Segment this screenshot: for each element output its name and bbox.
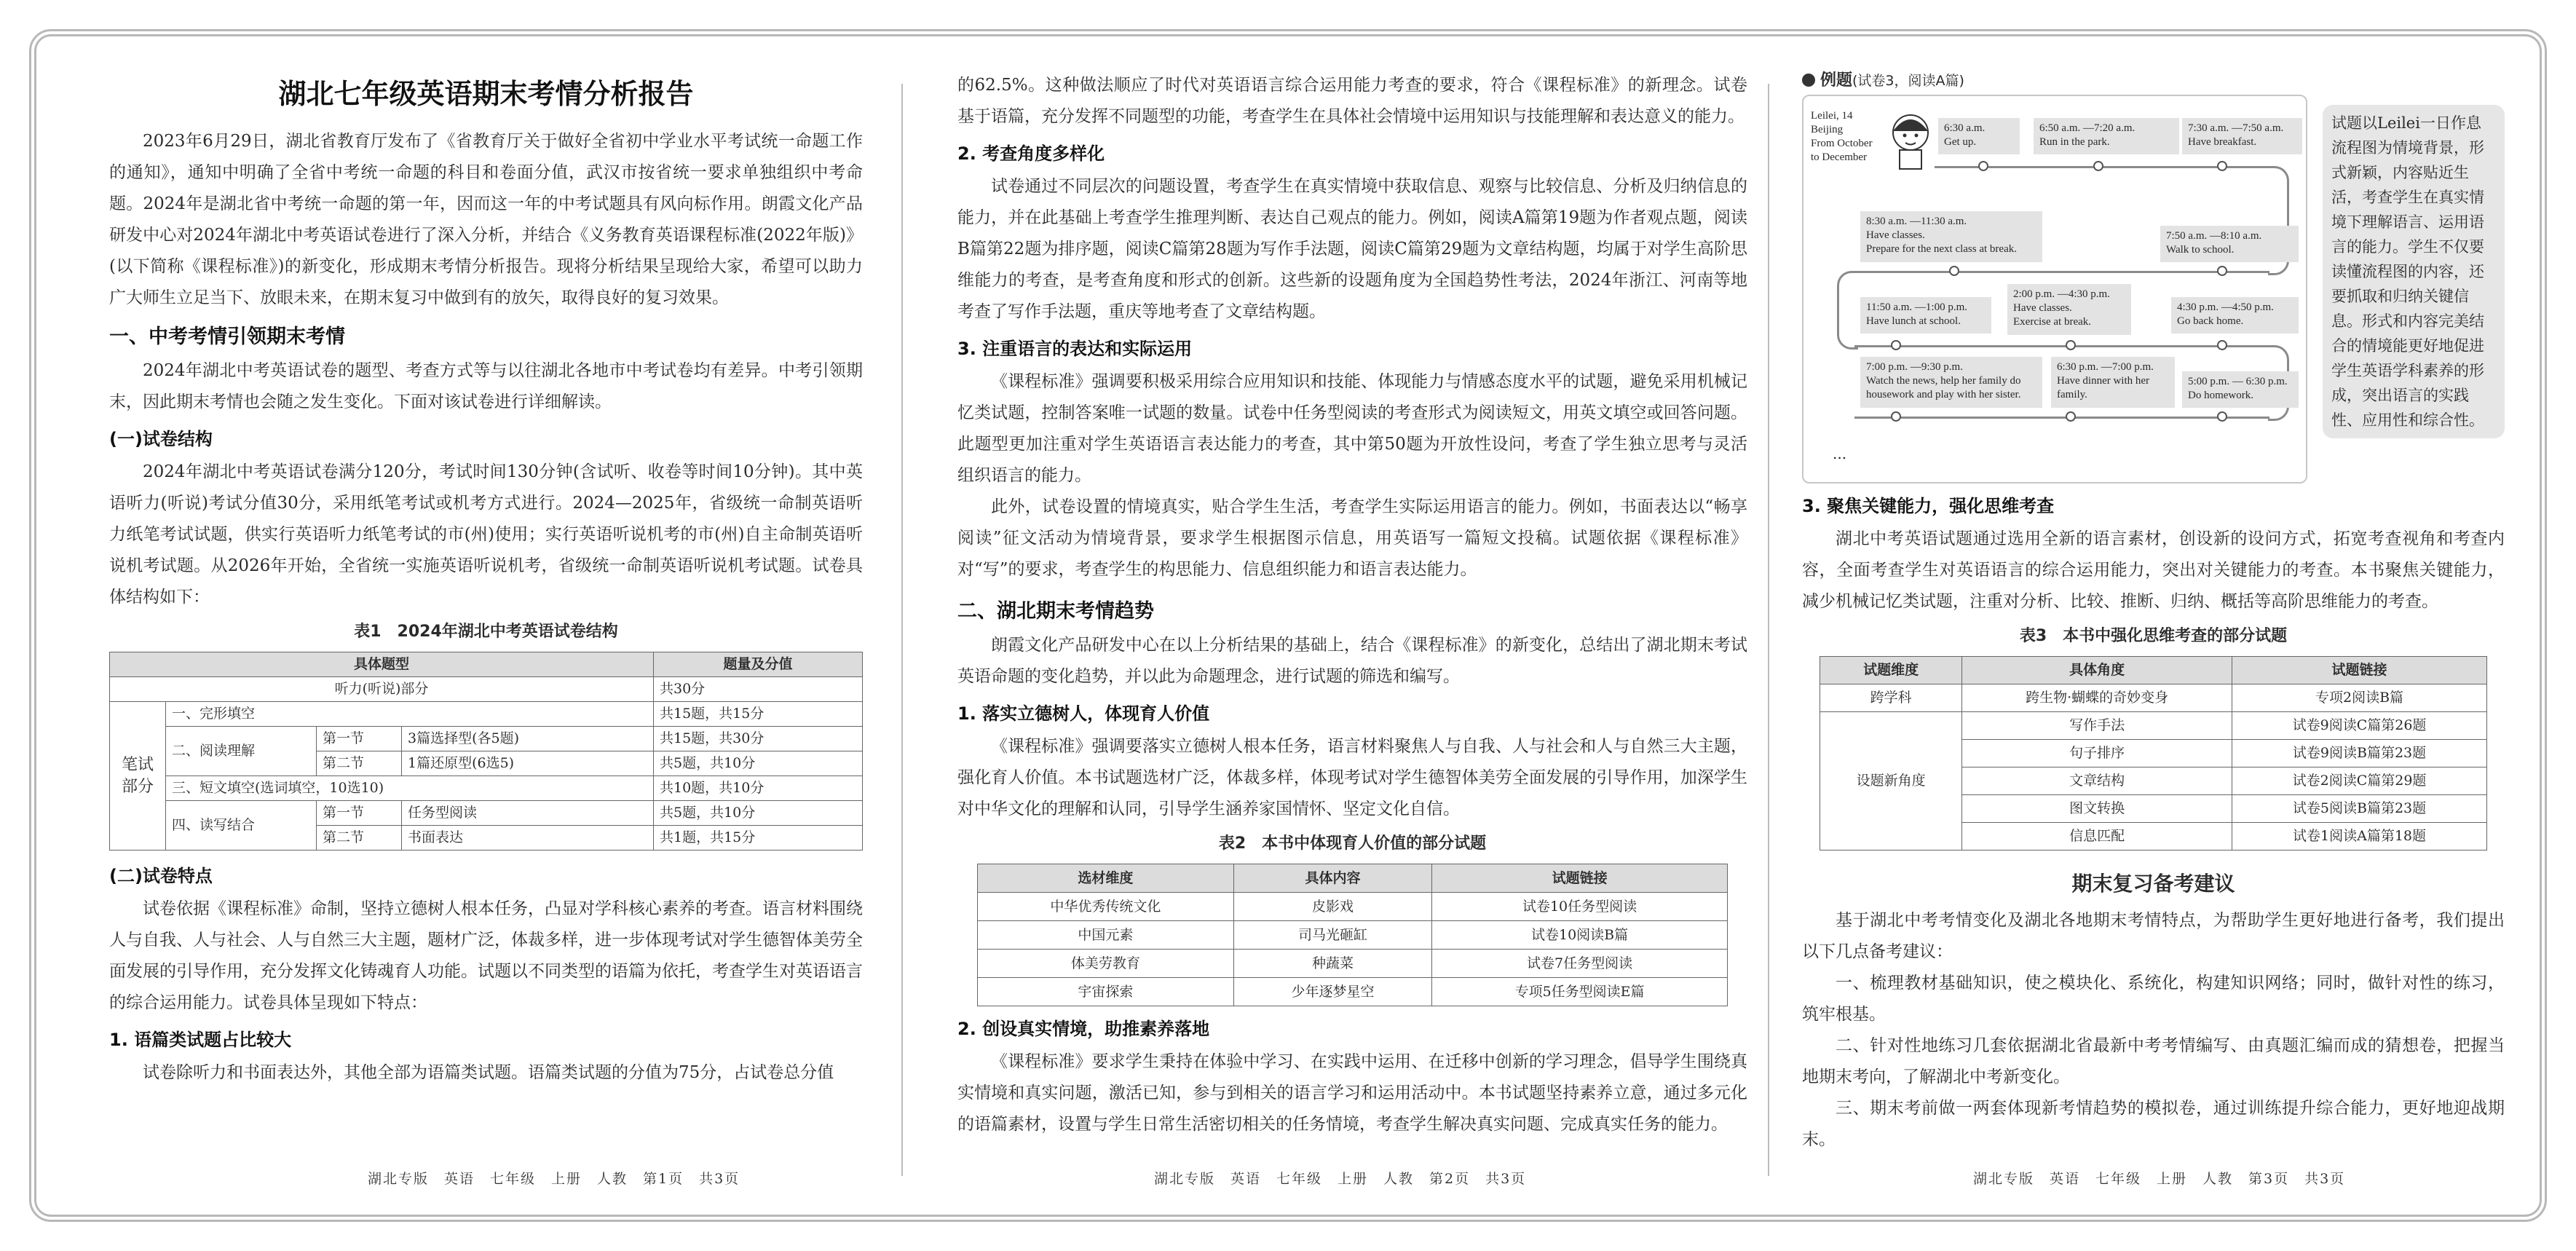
- table-row: [1820, 712, 2487, 740]
- table-cell: 共30分: [654, 677, 863, 702]
- table-cell: 试卷2阅读C篇第29题: [2232, 767, 2487, 795]
- example-source: (试卷3，阅读A篇): [1852, 73, 1964, 89]
- table-cell: 种蔬菜: [1233, 950, 1432, 978]
- subsection-heading: 3. 注重语言的表达和实际运用: [957, 339, 1193, 359]
- exam-structure-table: [109, 652, 863, 851]
- pin-icon: [1802, 74, 1815, 87]
- subsection-heading: 2. 创设真实情境，助推素养落地: [957, 1019, 1210, 1039]
- table-cell: 三、短文填空(选词填空，10选10): [166, 776, 654, 801]
- page-1: [109, 73, 863, 1164]
- subsection-heading: (一)试卷结构: [109, 429, 213, 449]
- advice-item: 三、期末考前做一两套体现新考情趋势的模拟卷，通过训练提升综合能力，更好地迎战期末。: [1802, 1099, 2505, 1149]
- table-cell: 共15题，共30分: [654, 727, 863, 751]
- flow-curve: [1837, 271, 1858, 350]
- table-cell: 书面表达: [402, 826, 654, 851]
- schedule-activity: Have classes.: [2013, 302, 2072, 314]
- table-cell: 宇宙探索: [978, 978, 1234, 1006]
- table-cell: 试卷9阅读C篇第26题: [2232, 712, 2487, 740]
- paragraph: 试卷通过不同层次的问题设置，考查学生在真实情境中获取信息、观察与比较信息、分析及归纳信息的能力，并在此基础上考查学生推理判断、表达自己观点的能力。例如，阅读A篇第19题为作者观点题，阅读B篇第22题为排序题，阅读C篇第28题为写作手法题，阅读C篇第29题为文章结构题，均属于对学生高阶思维能力的考查，是考查角度和形式的创新。这些新的设题角度为全国趋势性考法，2024年浙江、河南等地考查了写作手法题，重庆等地考查了文章结构题。: [957, 177, 1747, 321]
- example-block: [1802, 70, 2505, 485]
- table-cell: 跨生物·蝴蝶的奇妙变身: [1962, 684, 2232, 712]
- schedule-activity: Prepare for the next class at break.: [1866, 243, 2017, 255]
- paragraph: 朗霞文化产品研发中心在以上分析结果的基础上，结合《课程标准》的新变化，总结出了湖北期末考试英语命题的变化趋势，并以此为命题理念，进行试题的筛选和编写。: [957, 636, 1747, 686]
- flow-line: [1854, 417, 2269, 419]
- flow-dot: [1949, 266, 1959, 276]
- leilei-name: Leilei, 14: [1811, 110, 1853, 122]
- schedule-box: [2007, 284, 2131, 335]
- page-footer: 湖北专版 英语 七年级 上册 人教 第3页 共3页: [1973, 1171, 2346, 1187]
- advice-item: 一、梳理教材基础知识，使之模块化、系统化，构建知识网络；同时，做针对性的练习，筑牢根基。: [1802, 974, 2505, 1024]
- table-row: [978, 950, 1728, 978]
- flow-line: [1854, 345, 2269, 347]
- education-value-table: [977, 864, 1728, 1006]
- schedule-box: [2034, 118, 2179, 154]
- table-cell: 体美劳教育: [978, 950, 1234, 978]
- schedule-time: 5:00 p.m. — 6:30 p.m.: [2188, 376, 2288, 387]
- table-header: 试题链接: [2232, 657, 2487, 684]
- schedule-activity: Have breakfast.: [2188, 136, 2257, 148]
- leilei-info: [1811, 109, 1873, 165]
- table-header: 具体题型: [110, 652, 654, 677]
- table-cell: 文章结构: [1962, 767, 2232, 795]
- schedule-activity: housework and play with her sister.: [1866, 389, 2021, 400]
- example-commentary: 试题以Leilei一日作息流程图为情境背景，形式新颖，内容贴近生活，考查学生在真实情境下理解语言、运用语言的能力。学生不仅要读懂流程图的内容，还要抓取和归纳关键信息。形式和内容完美结合的情境能更好地促进学生英语学科素养的形成，突出语言的实践性、应用性和综合性。: [2323, 105, 2505, 438]
- table-cell: 中华优秀传统文化: [978, 893, 1234, 921]
- paragraph: 《课程标准》强调要积极采用综合应用知识和技能、体现能力与情感态度水平的试题，避免采用机械记忆类试题，控制答案唯一试题的数量。试卷中任务型阅读的考查形式为阅读短文，用英文填空或回答问题。此题型更加注重对学生英语语言表达能力的考查，其中第50题为开放性设问，考查了学生独立思考与灵活组织语言的能力。: [957, 372, 1747, 485]
- example-heading: [1802, 70, 1964, 92]
- table-cell: 图文转换: [1962, 795, 2232, 823]
- page-2: [957, 70, 1747, 1164]
- table-cell: 皮影戏: [1233, 893, 1432, 921]
- leilei-period: to December: [1811, 151, 1868, 163]
- paragraph: 2024年湖北中考英语试卷满分120分，考试时间130分钟(含试听、收卷等时间10分钟)。其中英语听力(听说)考试分值30分，采用纸笔考试或机考方式进行。2024—2025年，省级统一命制英语听力纸笔考试试题，供实行英语听力纸笔考试的市(州)使用；实行英语听说机考的市(州)自主命制英语听说机考试题。从2026年开始，全省统一实施英语听说机考，省级统一命制英语听说机考试题。试卷具体结构如下：: [109, 462, 863, 607]
- schedule-activity: Do homework.: [2188, 390, 2253, 401]
- paragraph: 2024年湖北中考英语试卷的题型、考查方式等与以往湖北各地市中考试卷均有差异。中考引领期末，因此期末考情也会随之发生变化。下面对该试卷进行详细解读。: [109, 361, 863, 411]
- table-cell: 中国元素: [978, 921, 1234, 950]
- schedule-activity: Run in the park.: [2039, 136, 2110, 148]
- example-label: 例题: [1820, 71, 1853, 90]
- paragraph: 《课程标准》强调要落实立德树人根本任务，语言材料聚焦人与自我、人与社会和人与自然三大主题，强化育人价值。本书试题选材广泛，体裁多样，体现考试对学生德智体美劳全面发展的引导作用，加深学生对中华文化的理解和认同，引导学生涵养家国情怀、坚定文化自信。: [957, 737, 1747, 818]
- leilei-city: Beijing: [1811, 124, 1844, 135]
- schedule-box: [1860, 297, 1991, 334]
- subsection-heading: 3. 聚焦关键能力，强化思维考查: [1802, 496, 2055, 516]
- table-header: 题量及分值: [654, 652, 863, 677]
- flow-dot: [2217, 161, 2227, 171]
- table-cell: 试卷9阅读B篇第23题: [2232, 740, 2487, 767]
- flow-dot: [2217, 266, 2227, 276]
- table-cell: 试卷7任务型阅读: [1432, 950, 1728, 978]
- schedule-time: 7:00 p.m. —9:30 p.m.: [1866, 361, 1963, 373]
- ellipsis: ...: [1833, 445, 1847, 462]
- schedule-activity: Have lunch at school.: [1866, 315, 1961, 327]
- flow-dot: [2217, 340, 2227, 350]
- flow-dot: [2093, 161, 2103, 171]
- table-cell: 试卷5阅读B篇第23题: [2232, 795, 2487, 823]
- table-cell: 听力(听说)部分: [110, 677, 654, 702]
- schedule-activity: Walk to school.: [2166, 244, 2235, 256]
- schedule-time: 6:30 p.m. —7:00 p.m.: [2057, 361, 2154, 373]
- schedule-activity: Go back home.: [2177, 315, 2244, 327]
- advice-heading: 期末复习备考建议: [2071, 872, 2235, 896]
- section-heading: 一、中考考情引领期末考情: [109, 325, 345, 348]
- flow-dot: [2066, 340, 2076, 350]
- report-title: 湖北七年级英语期末考情分析报告: [278, 78, 694, 110]
- flow-line: [1854, 271, 2269, 273]
- table-cell: 试卷10任务型阅读: [1432, 893, 1728, 921]
- flow-dot: [1891, 411, 1901, 422]
- table-cell: 一、完形填空: [166, 702, 654, 727]
- table-cell: 试卷10阅读B篇: [1432, 921, 1728, 950]
- schedule-flowchart: [1802, 95, 2307, 484]
- schedule-activity: Get up.: [1944, 136, 1977, 148]
- column-divider: [1768, 84, 1769, 1176]
- schedule-time: 4:30 p.m. —4:50 p.m.: [2177, 301, 2274, 313]
- table-cell: 共15题，共15分: [654, 702, 863, 727]
- page-3: [1802, 70, 2505, 1164]
- table-row: [978, 921, 1728, 950]
- table-header: 试题维度: [1820, 657, 1962, 684]
- table-caption: 表3 本书中强化思维考查的部分试题: [2019, 627, 2288, 645]
- table-cell: 二、阅读理解: [166, 727, 317, 776]
- table-cell: 第一节: [317, 727, 402, 751]
- table-cell: 少年逐梦星空: [1233, 978, 1432, 1006]
- schedule-box: [1860, 357, 2042, 408]
- table-cell: 笔试部分: [110, 702, 166, 851]
- flow-dot: [2217, 411, 2227, 422]
- table-cell: 专项2阅读B篇: [2232, 684, 2487, 712]
- table-cell: 共5题，共10分: [654, 801, 863, 826]
- schedule-box: [2171, 297, 2299, 334]
- table-caption: 表2 本书中体现育人价值的部分试题: [1218, 834, 1487, 853]
- schedule-activity: family.: [2057, 389, 2087, 400]
- table-cell: 1篇还原型(6选5): [402, 751, 654, 776]
- subsection-heading: (二)试卷特点: [109, 866, 213, 886]
- table-header: 具体内容: [1233, 864, 1432, 893]
- schedule-activity: Have classes.: [1866, 229, 1925, 241]
- table-cell: 设题新角度: [1820, 712, 1962, 851]
- schedule-box: [2160, 226, 2299, 262]
- schedule-box: [2182, 118, 2302, 154]
- table-header: 选材维度: [978, 864, 1234, 893]
- table-cell: 第一节: [317, 801, 402, 826]
- section-heading: 二、湖北期末考情趋势: [957, 600, 1154, 623]
- schedule-activity: Watch the news, help her family do: [1866, 375, 2021, 387]
- schedule-box: [2051, 357, 2175, 408]
- table-row: [1820, 684, 2487, 712]
- schedule-time: 7:50 a.m. —8:10 a.m.: [2166, 230, 2262, 242]
- table-cell: 写作手法: [1962, 712, 2232, 740]
- paragraph: 的62.5%。这种做法顺应了时代对英语语言综合运用能力考查的要求，符合《课程标准》的新理念。试卷基于语篇，充分发挥不同题型的功能，考查学生在具体社会情境中运用知识与技能理解和表达意义的能力。: [957, 76, 1747, 126]
- table-cell: 试卷1阅读A篇第18题: [2232, 823, 2487, 851]
- schedule-time: 2:00 p.m. —4:30 p.m.: [2013, 288, 2110, 300]
- paragraph: 此外，试卷设置的情境真实，贴合学生生活，考查学生实际运用语言的能力。例如，书面表达以“畅享阅读”征文活动为情境背景，要求学生根据图示信息，用英语写一篇短文投稿。试题依据《课程标准》对“写”的要求，考查学生的构思能力、信息组织能力和语言表达能力。: [957, 497, 1747, 579]
- paragraph: 试卷依据《课程标准》命制，坚持立德树人根本任务，凸显对学科核心素养的考查。语言材料围绕人与自我、人与社会、人与自然三大主题，题材广泛，体裁多样，进一步体现考试对学生德智体美劳全面发展的引导作用，充分发挥文化铸魂育人功能。试题以不同类型的语篇为依托，考查学生对英语语言的综合运用能力。试卷具体呈现如下特点：: [109, 899, 863, 1012]
- subsection-heading: 2. 考查角度多样化: [957, 143, 1105, 164]
- table-cell: 第二节: [317, 751, 402, 776]
- table-cell: 共5题，共10分: [654, 751, 863, 776]
- schedule-box: [1938, 118, 2020, 154]
- table-cell: 信息匹配: [1962, 823, 2232, 851]
- schedule-activity: Exercise at break.: [2013, 316, 2092, 328]
- page-footer: 湖北专版 英语 七年级 上册 人教 第2页 共3页: [1154, 1171, 1527, 1187]
- paragraph: 湖北中考英语试题通过选用全新的语言素材，创设新的设问方式，拓宽考查视角和考查内容，全面考查学生对英语语言的综合运用能力，突出对关键能力的考查。本书聚焦关键能力，减少机械记忆类试题，注重对分析、比较、推断、归纳、概括等高阶思维能力的考查。: [1802, 529, 2505, 611]
- thinking-skills-table: [1820, 656, 2487, 851]
- subsection-heading: 1. 语篇类试题占比较大: [109, 1030, 292, 1050]
- schedule-time: 8:30 a.m. —11:30 a.m.: [1866, 216, 1967, 227]
- advice-item: 二、针对性地练习几套依据湖北省最新中考考情编写、由真题汇编而成的猜想卷，把握当地期末考向，了解湖北中考新变化。: [1802, 1036, 2505, 1086]
- schedule-time: 6:50 a.m. —7:20 a.m.: [2039, 122, 2136, 134]
- schedule-time: 7:30 a.m. —7:50 a.m.: [2188, 122, 2284, 134]
- table-cell: 任务型阅读: [402, 801, 654, 826]
- table-row: [978, 893, 1728, 921]
- table-cell: 共10题，共10分: [654, 776, 863, 801]
- schedule-time: 6:30 a.m.: [1944, 122, 1986, 134]
- flow-dot: [1891, 340, 1901, 350]
- schedule-time: 11:50 a.m. —1:00 p.m.: [1866, 301, 1968, 313]
- table-cell: 司马光砸缸: [1233, 921, 1432, 950]
- page-footer: 湖北专版 英语 七年级 上册 人教 第1页 共3页: [368, 1171, 740, 1187]
- table-cell: 跨学科: [1820, 684, 1962, 712]
- column-divider: [901, 84, 903, 1176]
- table-cell: 第二节: [317, 826, 402, 851]
- table-header: 具体角度: [1962, 657, 2232, 684]
- table-header: 试题链接: [1432, 864, 1728, 893]
- paragraph: 试卷除听力和书面表达外，其他全部为语篇类试题。语篇类试题的分值为75分，占试卷总分值: [143, 1063, 834, 1082]
- table-cell: 3篇选择型(各5题): [402, 727, 654, 751]
- paragraph: 《课程标准》要求学生秉持在体验中学习、在实践中运用、在迁移中创新的学习理念，倡导学生围绕真实情境和真实问题，激活已知，参与到相关的语言学习和运用活动中。本书试题坚持素养立意，通过多元化的语篇素材，设置与学生日常生活密切相关的任务情境，考查学生解决真实问题、完成真实任务的能力。: [957, 1052, 1747, 1134]
- intro-paragraph: 2023年6月29日，湖北省教育厅发布了《省教育厅关于做好全省初中学业水平考试统一命题工作的通知》，通知中明确了全省中考统一命题的科目和卷面分值，武汉市按省统一要求单独组织中考命题。2024年是湖北省中考统一命题的第一年，因而这一年的中考试题具有风向标作用。朗霞文化产品研发中心对2024年湖北中考英语试卷进行了深入分析，并结合《义务教育英语课程标准(2022年版)》(以下简称《课程标准》)的新变化，形成期末考情分析报告。现将分析结果呈现给大家，希望可以助力广大师生立足当下、放眼未来，在期末复习中做到有的放矢，取得良好的复习效果。: [109, 132, 863, 307]
- flow-dot: [1978, 161, 1988, 171]
- subsection-heading: 1. 落实立德树人，体现育人价值: [957, 703, 1210, 724]
- table-cell: 句子排序: [1962, 740, 2232, 767]
- table-row: [978, 978, 1728, 1006]
- schedule-box: [1860, 211, 2042, 262]
- table-cell: 共1题，共15分: [654, 826, 863, 851]
- girl-avatar-icon: [1885, 105, 1936, 170]
- table-cell: 专项5任务型阅读E篇: [1432, 978, 1728, 1006]
- flow-dot: [2066, 411, 2076, 422]
- table-caption: 表1 2024年湖北中考英语试卷结构: [354, 623, 618, 641]
- schedule-box: [2182, 371, 2299, 408]
- schedule-activity: Have dinner with her: [2057, 375, 2150, 387]
- leilei-period: From October: [1811, 138, 1873, 149]
- table-cell: 四、读写结合: [166, 801, 317, 851]
- paragraph: 基于湖北中考考情变化及湖北各地期末考情特点，为帮助学生更好地进行备考，我们提出以下几点备考建议：: [1802, 911, 2505, 961]
